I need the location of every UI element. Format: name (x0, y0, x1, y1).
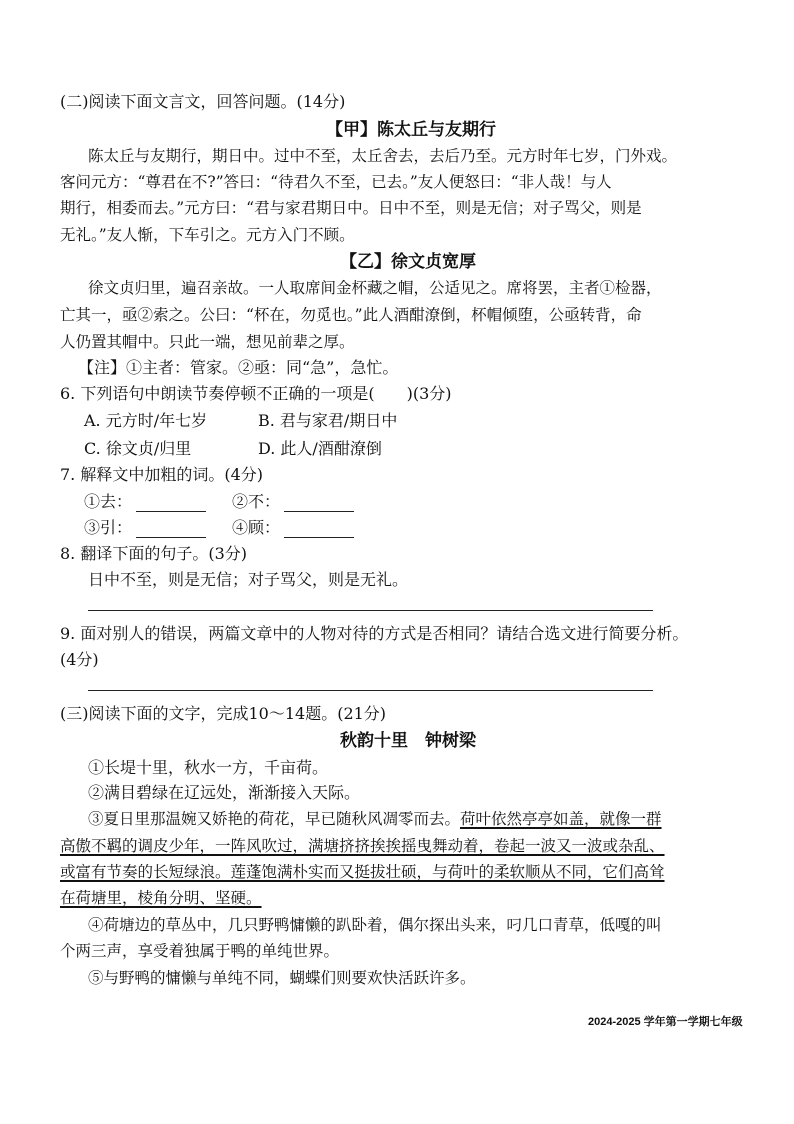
jia-line-1: 陈太丘与友期行，期日中。过中不至，太丘舍去，去后乃至。元方时年七岁，门外戏。 (88, 147, 678, 165)
q7-item-4 (232, 518, 354, 538)
q6-option-d: D. 此人/酒酣潦倒 (258, 439, 382, 458)
jia-line-4: 无礼。”友人惭，下车引之。元方入门不顾。 (60, 226, 355, 244)
q7-answer-blank-1[interactable] (136, 495, 206, 512)
passage-jia-title: 【甲】陈太丘与友期行 (326, 120, 496, 140)
section3-heading: (三)阅读下面的文字，完成10～14题。(21分) (60, 704, 387, 723)
passage-title-author: 秋韵十里 钟树梁 (340, 731, 476, 751)
jia-line-2: 客问元方：“尊君在不?”答曰：“待君久不至，已去。”友人便怒曰：“非人哉！与人 (60, 173, 612, 191)
paragraph-5: ⑤与野鸭的慵懒与单纯不同，蝴蝶们则要欢快活跃许多。 (88, 969, 476, 987)
yi-line-3: 人仍置其帽中。只此一端，想见前辈之厚。 (60, 333, 355, 351)
p3-plain-text: ③夏日里那温婉又娇艳的荷花，早已随秋风凋零而去。 (88, 810, 461, 828)
paragraph-3-line-3: 或富有节奏的长短绿浪。莲蓬饱满朴实而又挺拔壮硕，与荷叶的柔软顺从不同，它们高耸 (60, 863, 665, 881)
paragraph-3-line-1 (88, 809, 662, 829)
q7-item-4-label: ④顾： (232, 518, 281, 537)
q7-item-3 (84, 518, 206, 538)
q7-item-3-label: ③引： (84, 518, 133, 537)
paragraph-2: ②满目碧绿在辽远处，渐渐接入天际。 (88, 783, 361, 802)
question-7-stem: 7. 解释文中加粗的词。(4分) (60, 465, 264, 484)
paragraph-4-line-1: ④荷塘边的草丛中，几只野鸭慵懒的趴卧着，偶尔探出头来，叼几口青草，低嘎的叫 (88, 916, 662, 934)
jia-line-3: 期行，相委而去。”元方曰：“君与家君期日中。日中不至，则是无信；对子骂父，则是 (60, 199, 642, 217)
q7-answer-blank-2[interactable] (284, 495, 354, 512)
q7-item-2-label: ②不： (232, 492, 281, 511)
q9-answer-line[interactable] (88, 690, 653, 691)
q7-item-1-label: ①去： (84, 492, 133, 511)
q6-option-a: A. 元方时/年七岁 (84, 411, 208, 430)
question-9-stem: 9. 面对别人的错误，两篇文章中的人物对待的方式是否相同？请结合选文进行简要分析。 (60, 624, 689, 643)
q6-option-b: B. 君与家君/期日中 (258, 411, 398, 430)
passage-yi-title: 【乙】徐文贞宽厚 (340, 252, 476, 272)
annotation-note: 【注】①主者：管家。②亟：同“急”，急忙。 (78, 358, 399, 377)
q6-option-c: C. 徐文贞/归里 (84, 439, 192, 458)
question-8-stem: 8. 翻译下面的句子。(3分) (60, 544, 248, 563)
q7-answer-blank-3[interactable] (136, 521, 206, 538)
paragraph-3-line-2: 高傲不羁的调皮少年，一阵风吹过，满塘挤挤挨挨摇曳舞动着，卷起一波又一波或杂乱、 (60, 837, 665, 855)
yi-line-1: 徐文贞归里，遍召亲故。一人取席间金杯藏之帽，公适见之。席将罢，主者①检器， (88, 279, 662, 297)
q9-points: (4分) (60, 650, 99, 669)
q7-item-1 (84, 492, 206, 512)
paragraph-3-line-4: 在荷塘里，棱角分明、坚硬。 (60, 889, 262, 907)
page-footer: 2024-2025 学年第一学期七年级 (588, 1016, 743, 1028)
yi-line-2: 亡其一，亟②索之。公曰：“杯在，勿觅也。”此人酒酣潦倒，杯帽倾堕，公亟转背，命 (60, 306, 642, 324)
p3-underlined-text: 荷叶依然亭亭如盖，就像一群 (460, 810, 662, 828)
section2-heading: (二)阅读下面文言文，回答问题。(14分) (60, 92, 346, 111)
question-6-stem: 6. 下列语句中朗读节奏停顿不正确的一项是( )(3分) (60, 384, 452, 403)
q8-sentence: 日中不至，则是无信；对子骂父，则是无礼。 (88, 570, 409, 589)
q8-answer-line[interactable] (88, 610, 653, 611)
q7-item-2 (232, 492, 354, 512)
paragraph-4-line-2: 个两三声，享受着独属于鸭的单纯世界。 (60, 942, 340, 960)
paragraph-1: ①长堤十里，秋水一方，千亩荷。 (88, 758, 329, 777)
q7-answer-blank-4[interactable] (284, 521, 354, 538)
